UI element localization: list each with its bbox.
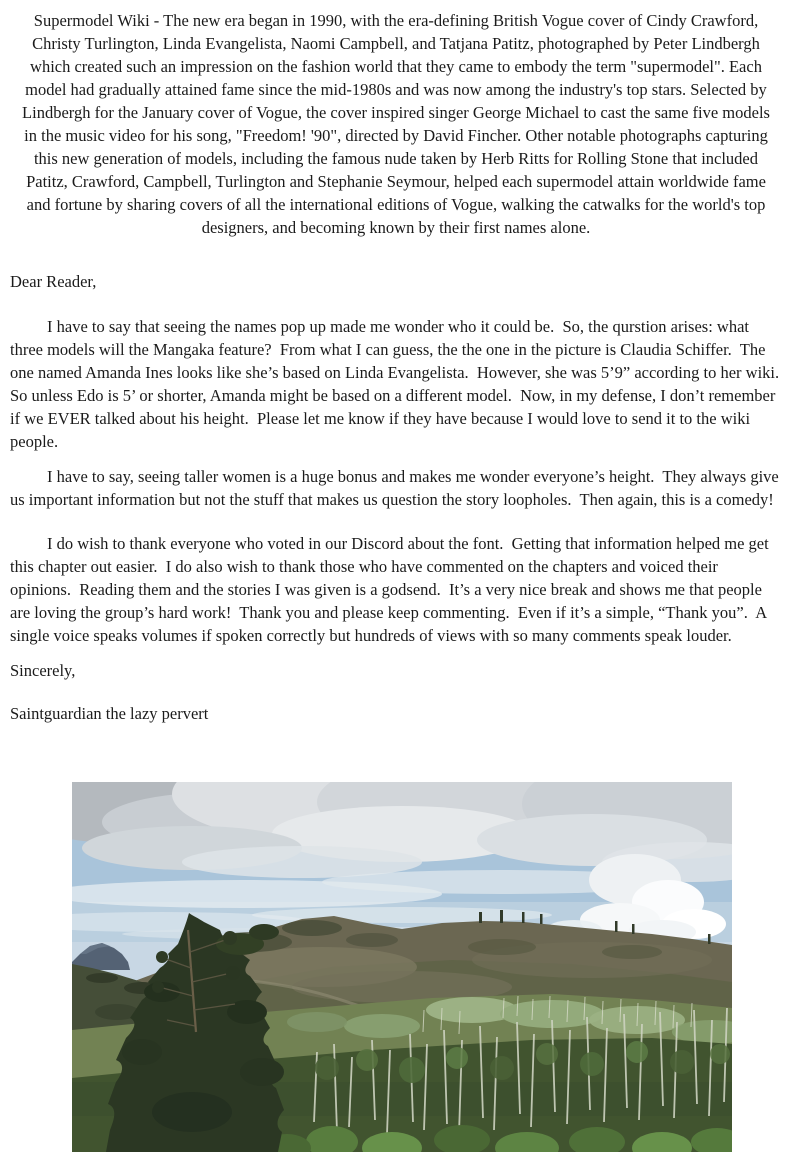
clouds <box>72 782 732 944</box>
closing: Sincerely, <box>10 661 76 680</box>
salutation: Dear Reader, <box>10 272 97 291</box>
letter-paragraph-1: I have to say that seeing the names pop up made me wonder who it could be. So, the qurstion arises: what three models will the Mangaka feature? From what I can guess, the the one in the picture is Claudia Schiffer. The one named Amanda Ines looks like she’s based on Linda Evangelista. However, she was 5’9” according to her wiki. So unless Edo is 5’ or shorter, Amanda might be based on a different model. Now, in my defense, I don’t remember if we EVER talked about his height. Please let me know if they have because I would love to send it to the wiki people. <box>10 317 788 451</box>
letter-paragraph-3: I do wish to thank everyone who voted in our Discord about the font. Getting that information helped me get this chapter out easier. I do also wish to thank those who have commented on the chapters and voiced their opinions. Reading them and the stories I was given is a godsend. It’s a very nice break and shows me that people are loving the group’s hard work! Thank you and please keep commenting. Even if it’s a simple, “Thank you”. A single voice speaks volumes if spoken correctly but hundreds of views with so many comments speak louder. <box>10 534 773 645</box>
landscape-photo-svg <box>72 782 732 1152</box>
landscape-photo <box>72 782 732 1152</box>
wiki-excerpt-paragraph: Supermodel Wiki - The new era began in 1990, with the era-defining British Vogue cover of Cindy Crawford, Christy Turlington, Linda Evangelista, Naomi Campbell, and Tatjana Patitz, photographed by Peter Lindbergh which created such an impression on the fashion world that they came to embody the term "supermodel". Each model had gradually attained fame since the mid-1980s and was now among the industry's top stars. Selected by Lindbergh for the January cover of Vogue, the cover inspired singer George Michael to cast the same five models in the music video for his song, "Freedom! '90", directed by David Fincher. Other notable photographs capturing this new generation of models, including the famous nude taken by Herb Ritts for Rolling Stone that included Patitz, Crawford, Campbell, Turlington and Stephanie Seymour, helped each supermodel attain worldwide fame and fortune by sharing covers of all the international editions of Vogue, walking the catwalks for the world's top designers, and becoming known by their first names alone. <box>22 11 775 237</box>
letter-paragraph-2: I have to say, seeing taller women is a huge bonus and makes me wonder everyone’s height. They always give us important information but not the stuff that makes us question the story loopholes. Then again, this is a comedy! <box>10 467 783 509</box>
signature: Saintguardian the lazy pervert <box>10 704 209 723</box>
